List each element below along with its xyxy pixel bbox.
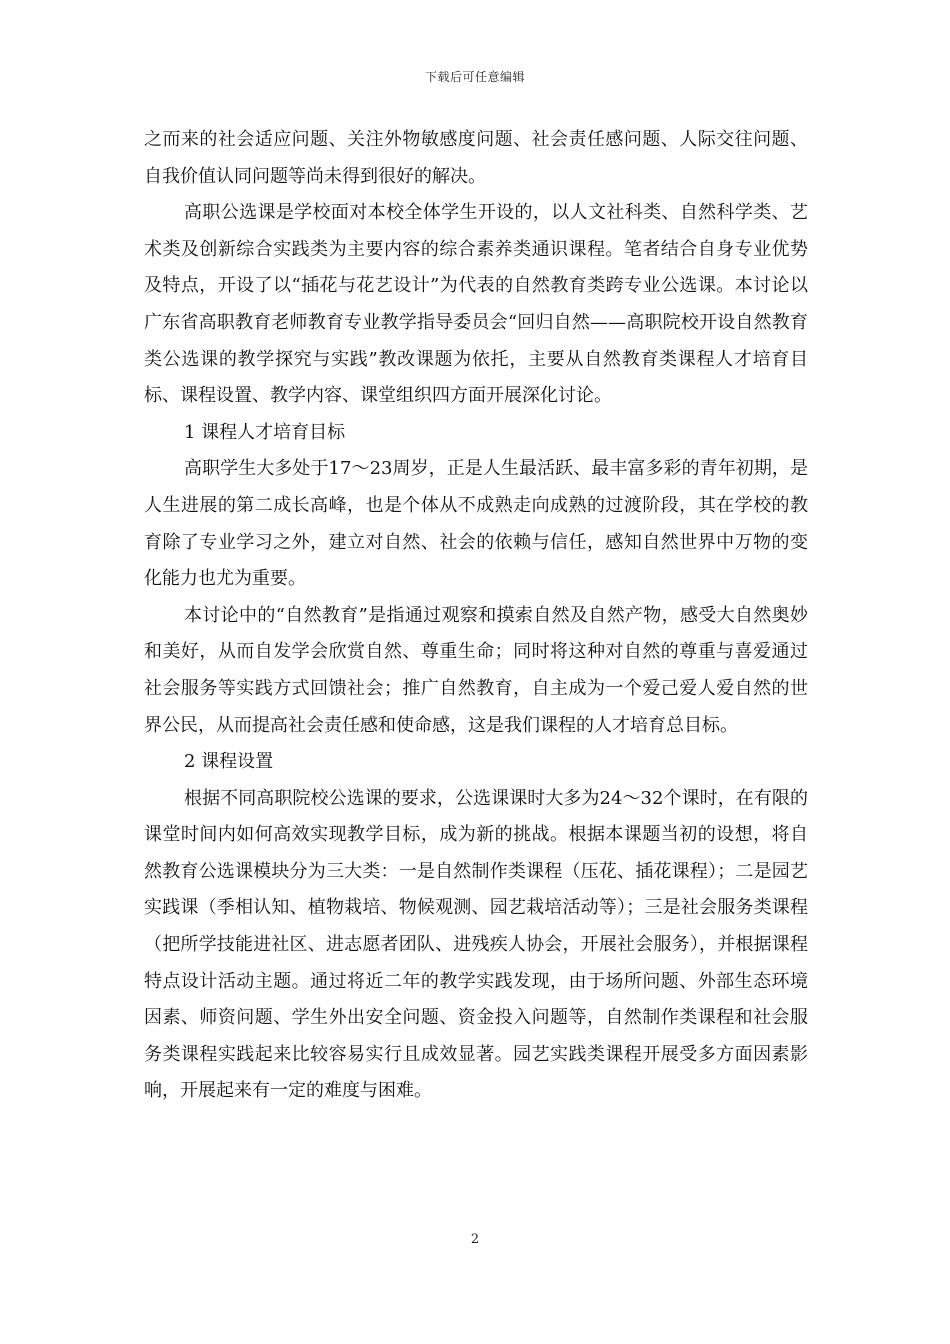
paragraph-course-setup: 根据不同高职院校公选课的要求，公选课课时大多为24～32个课时，在有限的课堂时间内如何高效实现教学目标，成为新的挑战。根据本课题当初的设想，将自然教育公选课模块分为三大类：一是自然制作类课程（压花、插花课程）；二是园艺实践课（季相认知、植物栽培、物候观测、园艺栽培活动等）；三是社会服务类课程（把所学技能进社区、进志愿者团队、进残疾人协会，开展社会服务），并根据课程特点设计活动主题。通过将近二年的教学实践发现，由于场所问题、外部生态环境因素、师资问题、学生外出安全问题、资金投入问题等，自然制作类课程和社会服务类课程实践起来比较容易实行且成效显著。园艺实践类课程开展受多方面因素影响，开展起来有一定的难度与困难。 xyxy=(144,787,808,1102)
section-heading-1: 1 课程人才培育目标 xyxy=(184,421,346,443)
paragraph-continued: 之而来的社会适应问题、关注外物敏感度问题、社会责任感问题、人际交往问题、自我价值认同问题等尚未得到很好的解决。 xyxy=(144,129,808,187)
paragraph-public-elective-intro: 高职公选课是学校面对本校全体学生开设的，以人文社科类、自然科学类、艺术类及创新综合实践类为主要内容的综合素养类通识课程。笔者结合自身专业优势及特点，开设了以“插花与花艺设计”为代表的自然教育类跨专业公选课。本讨论以广东省高职教育老师教育专业教学指导委员会“回归自然——高职院校开设自然教育类公选课的教学探究与实践”教改课题为依托，主要从自然教育类课程人才培育目标、课程设置、教学内容、课堂组织四方面开展深化讨论。 xyxy=(144,202,808,407)
paragraph-student-age: 高职学生大多处于17～23周岁，正是人生最活跃、最丰富多彩的青年初期，是人生进展的第二成长高峰，也是个体从不成熟走向成熟的过渡阶段，其在学校的教育除了专业学习之外，建立对自然、社会的依赖与信任，感知自然世界中万物的变化能力也尤为重要。 xyxy=(144,458,808,590)
page-number: 2 xyxy=(470,1232,480,1247)
page-header: 下载后可任意编辑 xyxy=(424,70,525,84)
document-body xyxy=(144,122,808,1110)
paragraph-nature-education-definition: 本讨论中的“自然教育”是指通过观察和摸索自然及自然产物，感受大自然奥妙和美好，从而自发学会欣赏自然、尊重生命；同时将这种对自然的尊重与喜爱通过社会服务等实践方式回馈社会；推广自然教育，自主成为一个爱己爱人爱自然的世界公民，从而提高社会责任感和使命感，这是我们课程的人才培育总目标。 xyxy=(144,604,808,736)
section-heading-2: 2 课程设置 xyxy=(184,751,274,773)
